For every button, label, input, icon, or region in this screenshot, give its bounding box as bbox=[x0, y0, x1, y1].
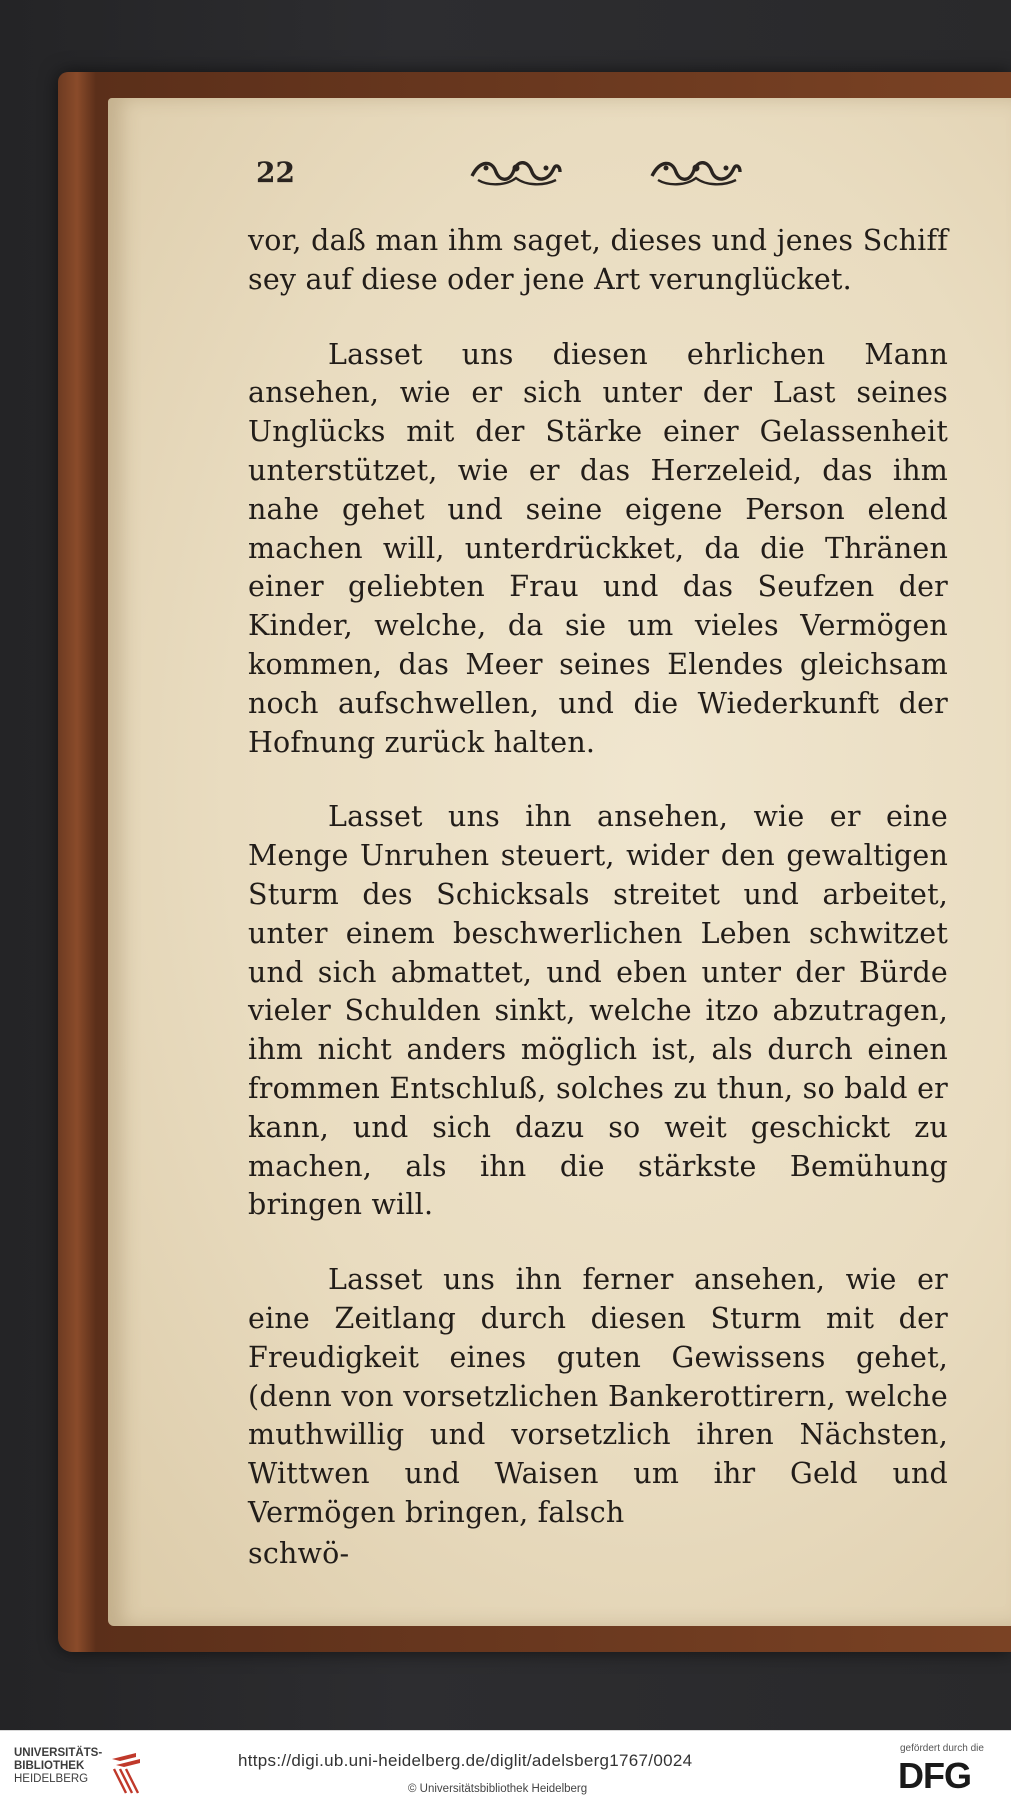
paragraph: Lasset uns diesen ehrlichen Mann ansehen, wie er sich unter der Last seines Unglücks mit der Stärke einer Gelassenheit unterstützet, wie er das Herzeleid, das ihm nahe gehet und seine eigene Person elend machen will, unterdrückket, da die Thränen einer geliebten Frau und das Seufzen der Kinder, welche, da sie um vieles Vermögen kommen, das Meer seines Elendes gleichsam noch aufschwellen, und die Wiederkunft der Hofnung zurück halten. bbox=[248, 337, 948, 759]
page-number: 22 bbox=[256, 156, 295, 189]
ornament-left-icon bbox=[466, 154, 566, 190]
ornament-right-icon bbox=[646, 154, 746, 190]
funding-note: gefördert durch die bbox=[900, 1743, 984, 1754]
page-text bbox=[248, 222, 948, 1574]
viewer-footer bbox=[0, 1730, 1011, 1808]
library-logo[interactable] bbox=[14, 1747, 144, 1797]
dfg-logo[interactable]: DFG bbox=[898, 1755, 971, 1796]
document-url-link[interactable]: https://digi.ub.uni-heidelberg.de/diglit/adelsberg1767/0024 bbox=[238, 1751, 693, 1770]
library-logo-text: UNIVERSITÄTS- BIBLIOTHEK HEIDELBERG bbox=[14, 1747, 103, 1785]
paragraph: Lasset uns ihn ferner ansehen, wie er eine Zeitlang durch diesen Sturm mit der Freudigkeit eines guten Gewissens gehet, (denn von vorsetzlichen Bankerottirern, welche muthwillig und vorsetzlich ihren Nächsten, Wittwen und Waisen um ihr Geld und Vermögen bringen, falsch bbox=[248, 1263, 948, 1529]
catchword: schwö- bbox=[248, 1536, 350, 1570]
paragraph: Lasset uns ihn ansehen, wie er eine Menge Unruhen steuert, wider den gewaltigen Sturm des Schicksals streitet und arbeitet, unter einem beschwerlichen Leben schwitzet und sich abmattet, und eben unter der Bürde vieler Schulden sinkt, welche itzo abzutragen, ihm nicht anders möglich ist, als durch einen frommen Entschluß, solches zu thun, so bald er kann, und sich dazu so weit geschickt zu machen, als ihn die stärkste Bemühung bringen will. bbox=[248, 800, 948, 1222]
library-mark-icon bbox=[106, 1749, 146, 1795]
paragraph-continued: vor, daß man ihm saget, dieses und jenes Schiff sey auf diese oder jene Art verunglücket. bbox=[248, 224, 948, 296]
page-header bbox=[148, 150, 968, 196]
copyright-text: © Universitätsbibliothek Heidelberg bbox=[408, 1783, 588, 1795]
